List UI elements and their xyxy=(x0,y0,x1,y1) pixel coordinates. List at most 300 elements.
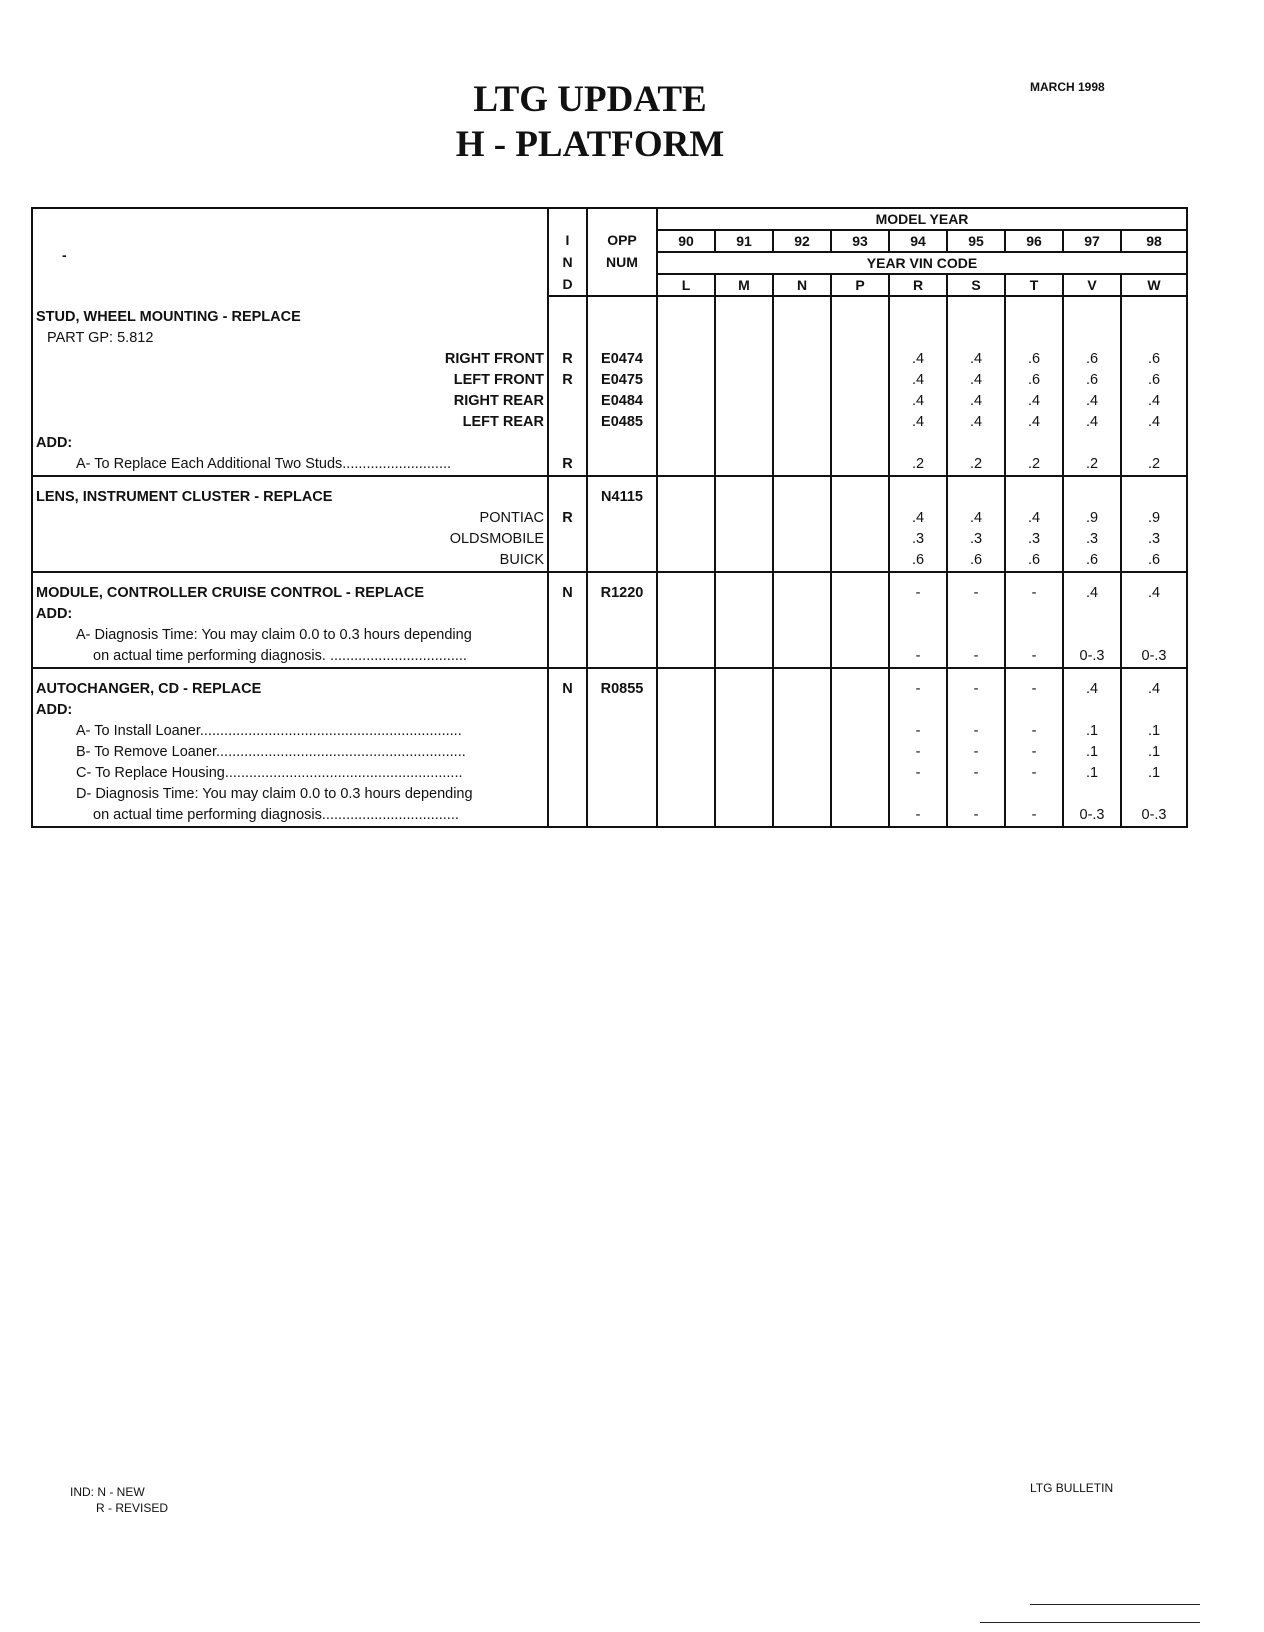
labor-time-96: .3 xyxy=(1005,529,1063,550)
table-row xyxy=(32,454,1187,476)
labor-time-98: .4 xyxy=(1121,391,1187,412)
opp-num-cell: E0484 xyxy=(587,391,657,412)
labor-time-91 xyxy=(715,679,773,700)
labor-time-96: - xyxy=(1005,805,1063,827)
ind-cell: R xyxy=(548,508,587,529)
labor-time-95: .4 xyxy=(947,412,1005,433)
labor-time-95 xyxy=(947,328,1005,349)
labor-time-96 xyxy=(1005,625,1063,646)
table-row xyxy=(32,433,1187,454)
labor-time-98: .4 xyxy=(1121,583,1187,604)
labor-time-93 xyxy=(831,625,889,646)
table-row xyxy=(32,604,1187,625)
labor-time-93 xyxy=(831,307,889,328)
labor-time-92 xyxy=(773,625,831,646)
labor-time-90 xyxy=(657,721,715,742)
labor-time-90 xyxy=(657,742,715,763)
vin-code-W: W xyxy=(1121,274,1187,296)
year-header-98: 98 xyxy=(1121,230,1187,252)
labor-time-94: - xyxy=(889,742,947,763)
labor-time-90 xyxy=(657,412,715,433)
labor-time-92 xyxy=(773,487,831,508)
operation-description: LEFT REAR xyxy=(32,412,548,433)
ind-cell xyxy=(548,412,587,433)
labor-time-92 xyxy=(773,679,831,700)
table-row xyxy=(32,508,1187,529)
labor-time-98 xyxy=(1121,700,1187,721)
labor-time-96: - xyxy=(1005,763,1063,784)
labor-time-94: .2 xyxy=(889,454,947,476)
labor-time-95: .4 xyxy=(947,391,1005,412)
labor-time-97: .1 xyxy=(1063,721,1121,742)
table-row xyxy=(32,646,1187,668)
opp-num-cell: E0475 xyxy=(587,370,657,391)
table-row xyxy=(32,625,1187,646)
labor-time-96: .2 xyxy=(1005,454,1063,476)
table-header xyxy=(32,208,1187,296)
labor-time-91 xyxy=(715,412,773,433)
labor-time-94 xyxy=(889,328,947,349)
labor-time-91 xyxy=(715,307,773,328)
opp-num-cell xyxy=(587,646,657,668)
ind-cell xyxy=(548,646,587,668)
operation-description: A- To Install Loaner................................................................. xyxy=(32,721,548,742)
labor-time-91 xyxy=(715,625,773,646)
opp-num-cell xyxy=(587,700,657,721)
year-header-96: 96 xyxy=(1005,230,1063,252)
operation-description: A- To Replace Each Additional Two Studs........................... xyxy=(32,454,548,476)
labor-time-93 xyxy=(831,550,889,572)
labor-time-97: .4 xyxy=(1063,583,1121,604)
labor-time-96: - xyxy=(1005,721,1063,742)
labor-time-91 xyxy=(715,604,773,625)
labor-time-94: .6 xyxy=(889,550,947,572)
labor-time-93 xyxy=(831,742,889,763)
ind-cell: R xyxy=(548,349,587,370)
operation-description: on actual time performing diagnosis. .................................. xyxy=(32,646,548,668)
ind-cell xyxy=(548,391,587,412)
labor-time-92 xyxy=(773,433,831,454)
header-dash: - xyxy=(62,247,67,263)
labor-time-91 xyxy=(715,487,773,508)
labor-time-90 xyxy=(657,604,715,625)
section-spacer xyxy=(32,476,1187,487)
vin-code-S: S xyxy=(947,274,1005,296)
labor-time-91 xyxy=(715,529,773,550)
year-header-97: 97 xyxy=(1063,230,1121,252)
labor-time-93 xyxy=(831,679,889,700)
table-row xyxy=(32,487,1187,508)
labor-time-98 xyxy=(1121,625,1187,646)
labor-time-92 xyxy=(773,370,831,391)
labor-time-98: .1 xyxy=(1121,763,1187,784)
table-row xyxy=(32,742,1187,763)
labor-time-94: .4 xyxy=(889,508,947,529)
labor-time-92 xyxy=(773,700,831,721)
labor-time-94 xyxy=(889,604,947,625)
labor-time-92 xyxy=(773,646,831,668)
labor-time-95 xyxy=(947,433,1005,454)
labor-time-91 xyxy=(715,370,773,391)
operation-description: BUICK xyxy=(32,550,548,572)
labor-time-91 xyxy=(715,433,773,454)
ind-cell xyxy=(548,721,587,742)
labor-time-97: .4 xyxy=(1063,412,1121,433)
operation-description: ADD: xyxy=(32,433,548,454)
labor-time-93 xyxy=(831,700,889,721)
labor-time-90 xyxy=(657,679,715,700)
ind-cell xyxy=(548,328,587,349)
labor-time-93 xyxy=(831,763,889,784)
labor-time-97: 0-.3 xyxy=(1063,646,1121,668)
opp-num-cell xyxy=(587,784,657,805)
model-year-header: MODEL YEAR xyxy=(657,208,1187,230)
labor-time-93 xyxy=(831,328,889,349)
labor-time-93 xyxy=(831,604,889,625)
labor-time-97: .4 xyxy=(1063,679,1121,700)
operation-description: C- To Replace Housing........................................................... xyxy=(32,763,548,784)
ind-legend-revised: R - REVISED xyxy=(96,1501,169,1515)
operation-description: RIGHT FRONT xyxy=(32,349,548,370)
table-row xyxy=(32,412,1187,433)
labor-time-94 xyxy=(889,433,947,454)
ind-header-line: I xyxy=(548,230,587,252)
operation-description: LEFT FRONT xyxy=(32,370,548,391)
footer-rule xyxy=(980,1622,1200,1623)
labor-time-96 xyxy=(1005,700,1063,721)
labor-time-93 xyxy=(831,454,889,476)
operation-description: LENS, INSTRUMENT CLUSTER - REPLACE xyxy=(32,487,548,508)
labor-time-95: .2 xyxy=(947,454,1005,476)
labor-time-95 xyxy=(947,625,1005,646)
labor-time-94 xyxy=(889,784,947,805)
opp-num-cell xyxy=(587,604,657,625)
operation-description: RIGHT REAR xyxy=(32,391,548,412)
bulletin-label: LTG BULLETIN xyxy=(1030,1481,1114,1495)
labor-time-98: .1 xyxy=(1121,721,1187,742)
labor-time-95 xyxy=(947,700,1005,721)
labor-time-95 xyxy=(947,487,1005,508)
labor-time-92 xyxy=(773,454,831,476)
labor-time-94: .4 xyxy=(889,391,947,412)
labor-time-97: .6 xyxy=(1063,349,1121,370)
table-row xyxy=(32,307,1187,328)
labor-time-97: .2 xyxy=(1063,454,1121,476)
page-subtitle: H - PLATFORM xyxy=(455,124,725,165)
bulletin-date: MARCH 1998 xyxy=(1030,80,1105,94)
labor-time-95 xyxy=(947,307,1005,328)
labor-time-93 xyxy=(831,433,889,454)
labor-time-92 xyxy=(773,784,831,805)
opp-num-cell xyxy=(587,721,657,742)
ind-cell: R xyxy=(548,370,587,391)
labor-time-97: .1 xyxy=(1063,742,1121,763)
ind-cell xyxy=(548,604,587,625)
opp-num-cell: E0485 xyxy=(587,412,657,433)
labor-time-97: .3 xyxy=(1063,529,1121,550)
labor-time-98 xyxy=(1121,328,1187,349)
labor-time-96 xyxy=(1005,487,1063,508)
labor-time-96: .4 xyxy=(1005,391,1063,412)
ind-cell xyxy=(548,307,587,328)
labor-time-92 xyxy=(773,349,831,370)
opp-num-cell xyxy=(587,742,657,763)
labor-time-98 xyxy=(1121,784,1187,805)
labor-time-97: .6 xyxy=(1063,550,1121,572)
labor-time-94 xyxy=(889,487,947,508)
labor-time-95: .4 xyxy=(947,370,1005,391)
vin-code-M: M xyxy=(715,274,773,296)
labor-time-93 xyxy=(831,784,889,805)
labor-time-93 xyxy=(831,487,889,508)
footer-rule xyxy=(1030,1604,1200,1605)
labor-time-96: .6 xyxy=(1005,550,1063,572)
labor-time-98 xyxy=(1121,487,1187,508)
opp-num-cell: R0855 xyxy=(587,679,657,700)
labor-time-92 xyxy=(773,721,831,742)
labor-time-90 xyxy=(657,550,715,572)
labor-time-97 xyxy=(1063,604,1121,625)
ind-cell xyxy=(548,700,587,721)
labor-time-97: 0-.3 xyxy=(1063,805,1121,827)
labor-time-96: .6 xyxy=(1005,370,1063,391)
labor-time-93 xyxy=(831,391,889,412)
labor-time-90 xyxy=(657,487,715,508)
labor-time-92 xyxy=(773,763,831,784)
ind-cell xyxy=(548,784,587,805)
table-row xyxy=(32,721,1187,742)
ind-cell xyxy=(548,742,587,763)
opp-num-cell: E0474 xyxy=(587,349,657,370)
labor-time-90 xyxy=(657,583,715,604)
description-header-cell xyxy=(32,208,548,296)
labor-time-93 xyxy=(831,412,889,433)
labor-time-96 xyxy=(1005,328,1063,349)
operation-description: on actual time performing diagnosis.................................. xyxy=(32,805,548,827)
labor-time-94: - xyxy=(889,646,947,668)
labor-time-95 xyxy=(947,604,1005,625)
table-row xyxy=(32,679,1187,700)
labor-time-90 xyxy=(657,700,715,721)
labor-time-94: - xyxy=(889,583,947,604)
labor-time-91 xyxy=(715,805,773,827)
labor-time-90 xyxy=(657,508,715,529)
labor-time-92 xyxy=(773,742,831,763)
ind-cell xyxy=(548,433,587,454)
ind-cell xyxy=(548,625,587,646)
year-header-90: 90 xyxy=(657,230,715,252)
labor-time-90 xyxy=(657,625,715,646)
table-row xyxy=(32,700,1187,721)
labor-time-93 xyxy=(831,370,889,391)
opp-num-cell xyxy=(587,307,657,328)
labor-time-91 xyxy=(715,508,773,529)
labor-time-90 xyxy=(657,763,715,784)
operation-description: ADD: xyxy=(32,700,548,721)
labor-time-98: 0-.3 xyxy=(1121,805,1187,827)
labor-time-97 xyxy=(1063,433,1121,454)
labor-time-95: - xyxy=(947,679,1005,700)
ind-cell xyxy=(548,805,587,827)
labor-time-95: - xyxy=(947,742,1005,763)
table-body xyxy=(32,296,1187,827)
labor-time-96 xyxy=(1005,307,1063,328)
labor-time-97 xyxy=(1063,784,1121,805)
labor-time-91 xyxy=(715,391,773,412)
labor-time-97: .1 xyxy=(1063,763,1121,784)
labor-time-91 xyxy=(715,454,773,476)
labor-time-90 xyxy=(657,433,715,454)
labor-time-91 xyxy=(715,763,773,784)
labor-time-91 xyxy=(715,583,773,604)
section-spacer xyxy=(32,572,1187,583)
ind-cell: R xyxy=(548,454,587,476)
labor-time-95: .6 xyxy=(947,550,1005,572)
labor-time-95: - xyxy=(947,583,1005,604)
operation-description: MODULE, CONTROLLER CRUISE CONTROL - REPLACE xyxy=(32,583,548,604)
labor-time-91 xyxy=(715,550,773,572)
labor-time-97: .9 xyxy=(1063,508,1121,529)
table-row xyxy=(32,805,1187,827)
labor-time-96: .6 xyxy=(1005,349,1063,370)
labor-time-93 xyxy=(831,646,889,668)
labor-time-94 xyxy=(889,625,947,646)
opp-num-cell xyxy=(587,805,657,827)
labor-time-90 xyxy=(657,370,715,391)
labor-time-91 xyxy=(715,646,773,668)
ind-cell xyxy=(548,763,587,784)
operation-description: A- Diagnosis Time: You may claim 0.0 to 0.3 hours depending xyxy=(32,625,548,646)
table-row xyxy=(32,550,1187,572)
vin-code-L: L xyxy=(657,274,715,296)
operation-description: B- To Remove Loaner.............................................................. xyxy=(32,742,548,763)
section-spacer xyxy=(32,296,1187,307)
labor-time-90 xyxy=(657,805,715,827)
labor-time-90 xyxy=(657,784,715,805)
ind-cell: N xyxy=(548,679,587,700)
labor-time-90 xyxy=(657,646,715,668)
opp-num-cell: N4115 xyxy=(587,487,657,508)
labor-time-97 xyxy=(1063,625,1121,646)
labor-time-98: .2 xyxy=(1121,454,1187,476)
labor-time-92 xyxy=(773,391,831,412)
labor-time-98 xyxy=(1121,604,1187,625)
labor-time-90 xyxy=(657,328,715,349)
labor-time-95: .4 xyxy=(947,349,1005,370)
labor-time-90 xyxy=(657,349,715,370)
ind-cell xyxy=(548,529,587,550)
labor-time-91 xyxy=(715,784,773,805)
table-row xyxy=(32,391,1187,412)
operation-description: D- Diagnosis Time: You may claim 0.0 to 0.3 hours depending xyxy=(32,784,548,805)
page-title: LTG UPDATE xyxy=(473,79,707,120)
labor-time-92 xyxy=(773,604,831,625)
labor-time-90 xyxy=(657,307,715,328)
labor-time-98: .4 xyxy=(1121,679,1187,700)
labor-time-table xyxy=(31,207,1188,828)
ind-cell xyxy=(548,487,587,508)
labor-time-94: - xyxy=(889,805,947,827)
table-row xyxy=(32,328,1187,349)
year-header-94: 94 xyxy=(889,230,947,252)
labor-time-90 xyxy=(657,529,715,550)
labor-time-96: .4 xyxy=(1005,412,1063,433)
table-row xyxy=(32,370,1187,391)
labor-time-98: .1 xyxy=(1121,742,1187,763)
labor-time-96 xyxy=(1005,433,1063,454)
labor-time-97 xyxy=(1063,700,1121,721)
labor-time-96: - xyxy=(1005,646,1063,668)
labor-time-97: .4 xyxy=(1063,391,1121,412)
labor-time-92 xyxy=(773,508,831,529)
opp-header-line: OPP xyxy=(587,230,657,252)
labor-time-96 xyxy=(1005,784,1063,805)
labor-time-96: - xyxy=(1005,742,1063,763)
ind-cell xyxy=(548,550,587,572)
labor-time-95: .4 xyxy=(947,508,1005,529)
labor-time-92 xyxy=(773,307,831,328)
labor-time-94 xyxy=(889,307,947,328)
operation-description: PONTIAC xyxy=(32,508,548,529)
labor-time-94: - xyxy=(889,721,947,742)
labor-time-97 xyxy=(1063,307,1121,328)
labor-time-95: - xyxy=(947,646,1005,668)
labor-time-92 xyxy=(773,583,831,604)
labor-time-96: - xyxy=(1005,679,1063,700)
labor-time-92 xyxy=(773,412,831,433)
labor-time-98: .6 xyxy=(1121,550,1187,572)
labor-time-97: .6 xyxy=(1063,370,1121,391)
opp-num-cell: R1220 xyxy=(587,583,657,604)
labor-time-91 xyxy=(715,349,773,370)
opp-header-line: NUM xyxy=(587,252,657,274)
labor-time-96: .4 xyxy=(1005,508,1063,529)
labor-time-93 xyxy=(831,349,889,370)
labor-time-91 xyxy=(715,742,773,763)
labor-time-94: .4 xyxy=(889,370,947,391)
operation-description: OLDSMOBILE xyxy=(32,529,548,550)
labor-time-96 xyxy=(1005,604,1063,625)
vin-code-header: YEAR VIN CODE xyxy=(657,252,1187,274)
vin-code-R: R xyxy=(889,274,947,296)
labor-time-98: .3 xyxy=(1121,529,1187,550)
labor-time-91 xyxy=(715,328,773,349)
year-header-92: 92 xyxy=(773,230,831,252)
labor-time-94: - xyxy=(889,679,947,700)
operation-description: AUTOCHANGER, CD - REPLACE xyxy=(32,679,548,700)
section-spacer xyxy=(32,668,1187,679)
table-row xyxy=(32,583,1187,604)
labor-time-93 xyxy=(831,529,889,550)
labor-time-98: .6 xyxy=(1121,349,1187,370)
operation-description: PART GP: 5.812 xyxy=(32,328,548,349)
labor-time-95: .3 xyxy=(947,529,1005,550)
ind-cell: N xyxy=(548,583,587,604)
labor-time-90 xyxy=(657,391,715,412)
year-header-91: 91 xyxy=(715,230,773,252)
vin-code-V: V xyxy=(1063,274,1121,296)
operation-description: ADD: xyxy=(32,604,548,625)
opp-num-cell xyxy=(587,763,657,784)
labor-time-92 xyxy=(773,805,831,827)
labor-time-92 xyxy=(773,328,831,349)
opp-num-cell xyxy=(587,550,657,572)
vin-code-T: T xyxy=(1005,274,1063,296)
labor-time-94: .4 xyxy=(889,412,947,433)
opp-num-cell xyxy=(587,433,657,454)
labor-time-91 xyxy=(715,721,773,742)
year-header-95: 95 xyxy=(947,230,1005,252)
